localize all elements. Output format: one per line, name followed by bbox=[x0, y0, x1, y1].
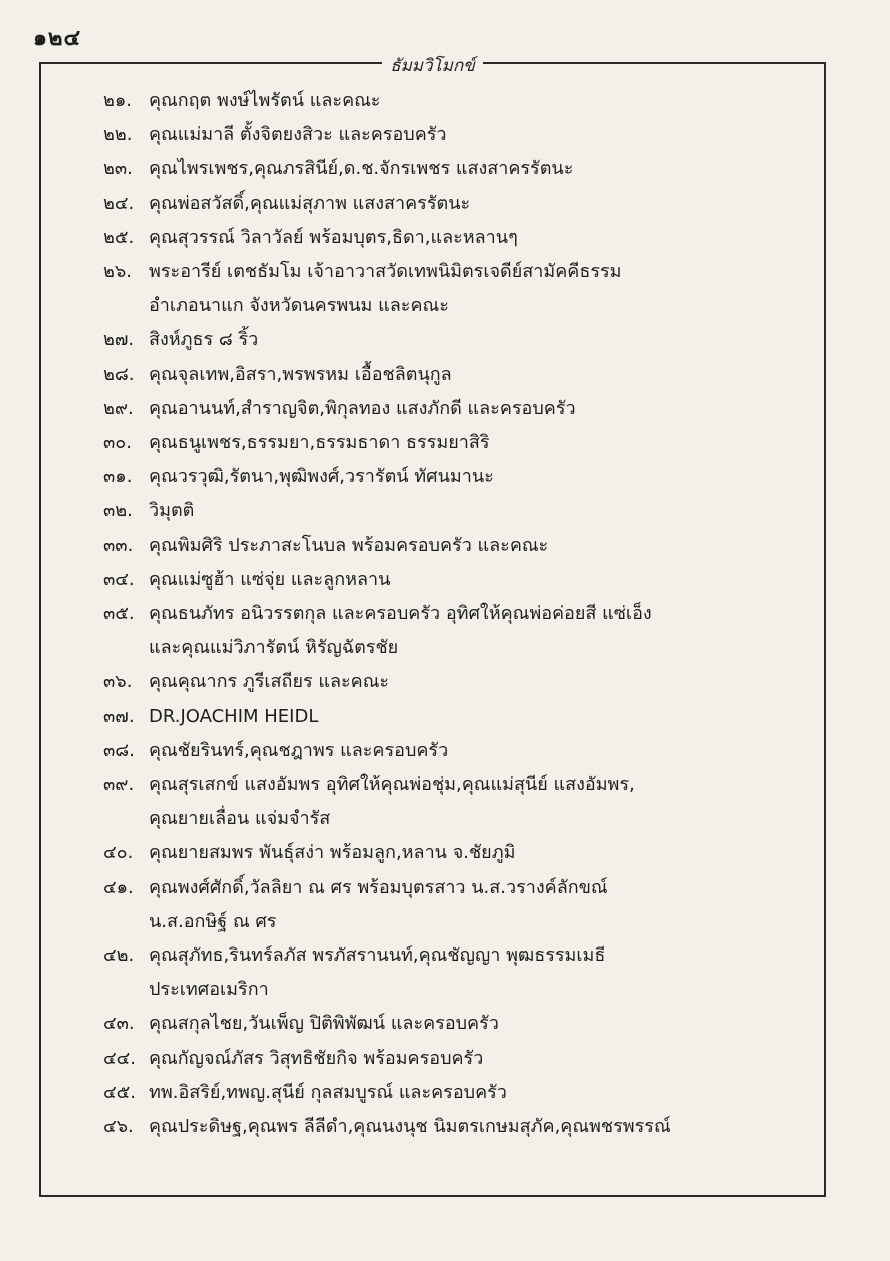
entry-line: คุณชัยรินทร์,คุณชฎาพร และครอบครัว bbox=[149, 739, 449, 761]
list-item bbox=[103, 392, 813, 426]
list-item bbox=[103, 426, 813, 460]
entry-line: คุณคุณากร ภูรีเสถียร และคณะ bbox=[149, 671, 390, 693]
entry-text bbox=[149, 392, 576, 426]
entry-line: คุณไพรเพชร,คุณภรสินีย์,ด.ช.จักรเพชร แสงสาครรัตนะ bbox=[149, 158, 574, 180]
list-item bbox=[103, 939, 813, 1007]
list-item bbox=[103, 665, 813, 699]
entry-line: คุณอานนท์,สำราญจิต,พิกุลทอง แสงภักดี และครอบครัว bbox=[149, 397, 576, 419]
list-item bbox=[103, 323, 813, 357]
list-item bbox=[103, 597, 813, 665]
entry-number: ๒๔. bbox=[103, 192, 135, 214]
entry-number: ๔๐. bbox=[103, 842, 134, 864]
list-item bbox=[103, 187, 813, 221]
entry-text bbox=[149, 187, 470, 221]
list-item bbox=[103, 118, 813, 152]
list-item bbox=[103, 1007, 813, 1041]
entry-text bbox=[149, 1042, 483, 1076]
entry-line: DR.JOACHIM HEIDL bbox=[149, 705, 319, 727]
entry-text bbox=[149, 323, 258, 357]
entry-text bbox=[149, 152, 573, 186]
entry-line: คุณยายสมพร พันธุ์สง่า พร้อมลูก,หลาน จ.ชัยภูมิ bbox=[149, 842, 516, 864]
entry-number: ๓๔. bbox=[103, 568, 135, 590]
entry-text bbox=[149, 1110, 671, 1144]
entry-number: ๓๕. bbox=[103, 603, 135, 625]
entry-line: ประเทศอเมริกา bbox=[149, 979, 269, 1001]
entry-line: คุณยายเลื่อน แจ่มจำรัส bbox=[149, 808, 331, 830]
list-item bbox=[103, 768, 813, 836]
entry-number: ๓๖. bbox=[103, 671, 133, 693]
entry-number: ๓๒. bbox=[103, 500, 133, 522]
list-item bbox=[103, 734, 813, 768]
running-header bbox=[41, 52, 824, 79]
entry-text bbox=[149, 563, 390, 597]
entry-line: คุณแม่ซูฮ้า แซ่จุ่ย และลูกหลาน bbox=[149, 568, 391, 590]
entry-line: คุณสุรเสกข์ แสงอัมพร อุทิศให้คุณพ่อชุ่ม,คุณแม่สุนีย์ แสงอัมพร, bbox=[149, 774, 635, 796]
entry-line: ทพ.อิสริย์,ทพญ.สุนีย์ กุลสมบูรณ์ และครอบครัว bbox=[149, 1081, 507, 1103]
entry-line: วิมุตติ bbox=[149, 500, 195, 522]
entry-line: อำเภอนาแก จังหวัดนครพนม และคณะ bbox=[149, 295, 449, 317]
entry-line: คุณพ่อสวัสดิ์,คุณแม่สุภาพ แสงสาครรัตนะ bbox=[149, 192, 471, 214]
entry-text bbox=[149, 494, 194, 528]
entry-line: คุณประดิษฐ,คุณพร ลีลีดำ,คุณนงนุช นิมตรเกษมสุภัค,คุณพชรพรรณ์ bbox=[149, 1116, 671, 1138]
list-item bbox=[103, 700, 813, 734]
entry-number: ๔๒. bbox=[103, 945, 135, 967]
entry-line: พระอารีย์ เตชธัมโม เจ้าอาวาสวัดเทพนิมิตรเจดีย์สามัคคีธรรม bbox=[149, 261, 622, 283]
entry-text bbox=[149, 734, 448, 768]
entry-line: คุณจุลเทพ,อิสรา,พรพรหม เอื้อชลิตนุกูล bbox=[149, 363, 452, 385]
entry-text bbox=[149, 255, 622, 323]
entry-number: ๓๘. bbox=[103, 739, 135, 761]
entry-number: ๔๑. bbox=[103, 876, 134, 898]
entry-line: คุณกฤต พงษ์ไพรัตน์ และคณะ bbox=[149, 90, 381, 111]
list-item bbox=[103, 84, 813, 118]
entry-number: ๒๕. bbox=[103, 226, 135, 248]
entry-text bbox=[149, 1007, 499, 1041]
running-header-text: ธัมมวิโมกข์ bbox=[382, 56, 483, 76]
entry-line: คุณสุวรรณ์ วิลาวัลย์ พร้อมบุตร,ธิดา,และหลานๆ bbox=[149, 226, 518, 248]
entry-text bbox=[149, 836, 515, 870]
entry-line: คุณธนูเพชร,ธรรมยา,ธรรมธาดา ธรรมยาสิริ bbox=[149, 432, 490, 454]
donor-list bbox=[103, 84, 813, 1144]
entry-line: คุณกัญจณ์ภัสร วิสุทธิชัยกิจ พร้อมครอบครัว bbox=[149, 1047, 484, 1069]
entry-text bbox=[149, 529, 548, 563]
entry-line: คุณสกุลไชย,วันเพ็ญ ปิติพิพัฒน์ และครอบครัว bbox=[149, 1013, 499, 1035]
entry-number: ๒๙. bbox=[103, 397, 134, 419]
entry-number: ๔๖. bbox=[103, 1116, 134, 1138]
list-item bbox=[103, 358, 813, 392]
entry-number: ๒๑. bbox=[103, 90, 133, 111]
list-item bbox=[103, 460, 813, 494]
entry-text bbox=[149, 665, 389, 699]
entry-number: ๔๕. bbox=[103, 1081, 136, 1103]
entry-line: น.ส.อกษิฐ์ ณ ศร bbox=[149, 910, 277, 932]
entry-text bbox=[149, 84, 380, 118]
entry-number: ๓๓. bbox=[103, 534, 134, 556]
entry-number: ๒๓. bbox=[103, 158, 133, 180]
entry-line: คุณแม่มาลี ตั้งจิตยงสิวะ และครอบครัว bbox=[149, 124, 447, 146]
entry-text bbox=[149, 460, 494, 494]
entry-number: ๓๙. bbox=[103, 774, 135, 796]
entry-number: ๒๘. bbox=[103, 363, 135, 385]
entry-line: คุณพิมศิริ ประภาสะโนบล พร้อมครอบครัว และคณะ bbox=[149, 534, 549, 556]
list-item bbox=[103, 563, 813, 597]
list-item bbox=[103, 836, 813, 870]
entry-text bbox=[149, 358, 452, 392]
entry-number: ๓๗. bbox=[103, 705, 135, 727]
list-item bbox=[103, 152, 813, 186]
entry-line: สิงห์ภูธร ๘ ริ้ว bbox=[149, 329, 259, 351]
entry-number: ๔๓. bbox=[103, 1013, 135, 1035]
list-item bbox=[103, 1042, 813, 1076]
entry-number: ๒๖. bbox=[103, 261, 133, 283]
entry-text bbox=[149, 221, 518, 255]
entry-line: คุณธนภัทร อนิวรรตกุล และครอบครัว อุทิศให้คุณพ่อค่อยสี แซ่เอ็ง bbox=[149, 603, 652, 625]
entry-text bbox=[149, 939, 605, 1007]
entry-line: คุณสุภัทธ,รินทร์ลภัส พรภัสรานนท์,คุณชัญญา พุฒธรรมเมธี bbox=[149, 945, 606, 967]
list-item bbox=[103, 1076, 813, 1110]
entry-number: ๒๒. bbox=[103, 124, 133, 146]
list-item bbox=[103, 1110, 813, 1144]
entry-number: ๒๗. bbox=[103, 329, 135, 351]
entry-line: คุณพงศ์ศักดิ์,วัลลิยา ณ ศร พร้อมบุตรสาว น.ส.วรางค์ลักขณ์ bbox=[149, 876, 608, 898]
entry-text bbox=[149, 1076, 507, 1110]
entry-number: ๓๑. bbox=[103, 466, 133, 488]
page-number: ๑๒๔ bbox=[33, 26, 82, 51]
entry-line: และคุณแม่วิภารัตน์ หิรัญฉัตรชัย bbox=[149, 637, 399, 659]
entry-text bbox=[149, 871, 608, 939]
list-item bbox=[103, 494, 813, 528]
list-item bbox=[103, 255, 813, 323]
entry-number: ๓๐. bbox=[103, 432, 133, 454]
entry-text bbox=[149, 597, 652, 665]
list-item bbox=[103, 529, 813, 563]
entry-text bbox=[149, 768, 635, 836]
list-item bbox=[103, 221, 813, 255]
entry-text bbox=[149, 700, 318, 734]
entry-line: คุณวรวุฒิ,รัตนา,พุฒิพงศ์,วรารัตน์ ทัศนมานะ bbox=[149, 466, 494, 488]
content-frame bbox=[39, 56, 826, 1197]
entry-text bbox=[149, 118, 447, 152]
list-item bbox=[103, 871, 813, 939]
entry-text bbox=[149, 426, 490, 460]
entry-number: ๔๔. bbox=[103, 1047, 136, 1069]
